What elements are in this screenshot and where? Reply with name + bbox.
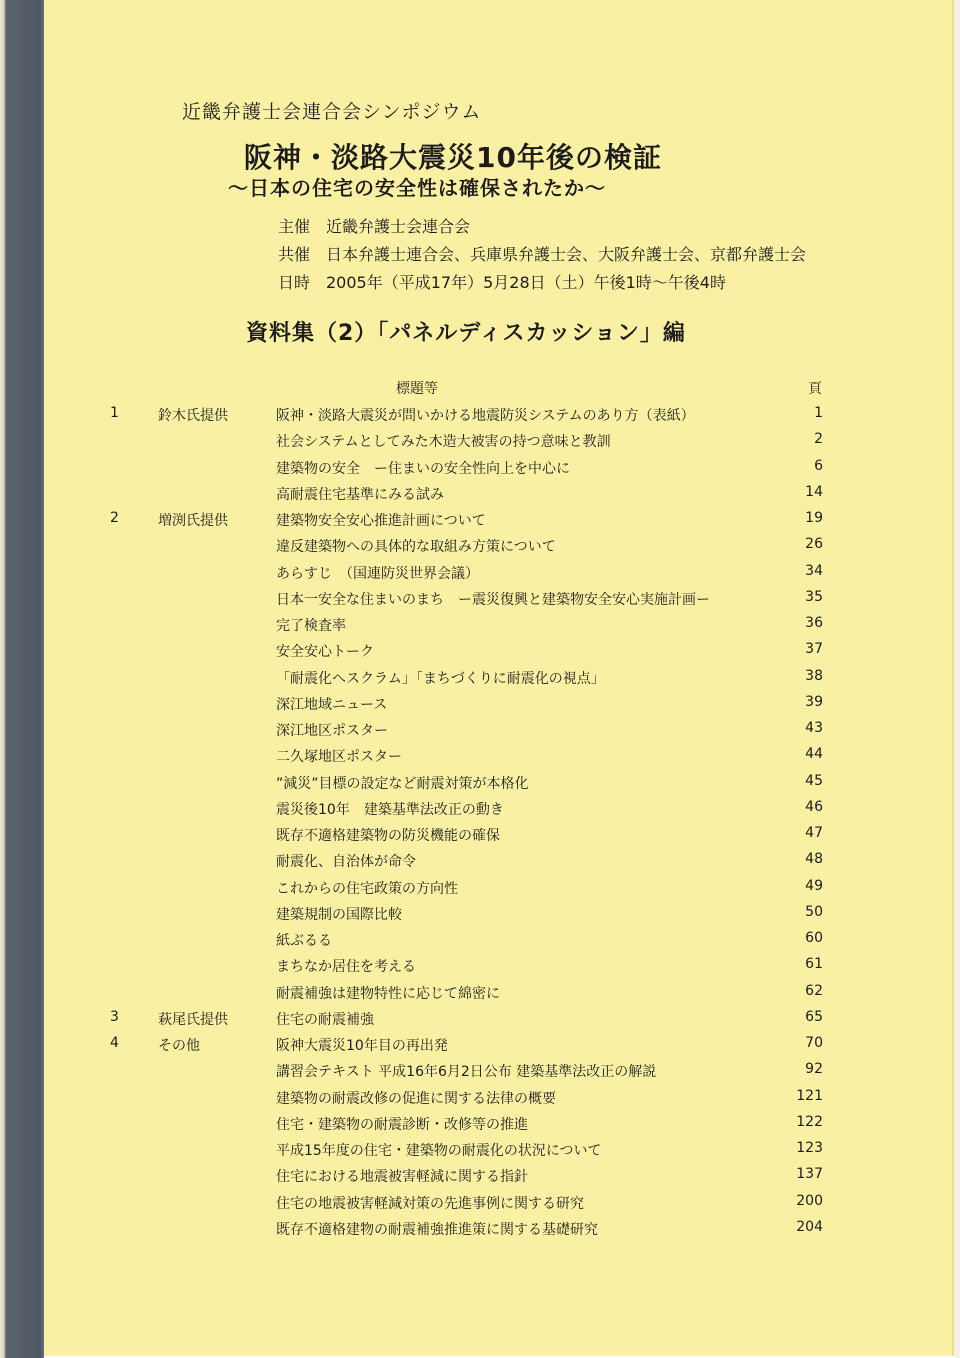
row-title: 二久塚地区ポスター [276, 749, 402, 766]
row-page: 121 [796, 1087, 823, 1104]
info-value: 近畿弁護士会連合会 [326, 217, 471, 236]
info-cosponsor [278, 242, 806, 265]
row-title: 耐震化、自治体が命令 [276, 854, 416, 871]
row-title: 耐震補強は建物特性に応じて綿密に [276, 985, 500, 1002]
info-value: 日本弁護士連合会、兵庫県弁護士会、大阪弁護士会、京都弁護士会 [326, 245, 807, 264]
table-row [0, 532, 960, 558]
row-title: あらすじ （国連防災世界会議） [276, 565, 479, 582]
row-page: 122 [796, 1113, 823, 1130]
row-page: 39 [805, 693, 823, 710]
row-title: 住宅における地震被害軽減に関する指針 [276, 1169, 528, 1186]
row-title: 完了検査率 [276, 618, 346, 634]
table-row [0, 1005, 960, 1031]
row-title: 社会システムとしてみた木造大被害の持つ意味と教訓 [276, 434, 611, 451]
row-provider: 増渕氏提供 [158, 513, 228, 529]
table-row [0, 874, 960, 900]
row-page: 34 [805, 562, 823, 579]
row-page: 62 [805, 982, 823, 999]
row-page: 200 [796, 1192, 823, 1209]
row-page: 26 [805, 536, 823, 553]
row-provider: 鈴木氏提供 [158, 408, 228, 424]
row-title: 既存不適格建築物の防災機能の確保 [276, 828, 500, 844]
symposium-heading: 近畿弁護士会連合会シンポジウム [182, 101, 482, 123]
row-title: 阪神・淡路大震災が問いかける地震防災システムのあり方（表紙） [276, 408, 695, 424]
row-page: 46 [805, 798, 823, 815]
row-page: 204 [796, 1218, 823, 1235]
row-title: 紙ぶるる [276, 933, 332, 949]
table-row [0, 454, 960, 480]
info-datetime [278, 270, 726, 293]
row-title: 建築物安全安心推進計画について [276, 513, 486, 529]
table-row [0, 847, 960, 873]
row-page: 37 [805, 641, 823, 658]
row-page: 43 [805, 720, 823, 736]
document-title: 阪神・淡路大震災10年後の検証 [244, 141, 662, 174]
row-title: 既存不適格建物の耐震補強推進策に関する基礎研究 [276, 1221, 598, 1238]
table-row [0, 795, 960, 821]
row-provider: その他 [158, 1038, 200, 1054]
table-row [0, 952, 960, 978]
row-page: 44 [805, 746, 823, 763]
row-number: 1 [110, 405, 119, 421]
row-page: 49 [805, 877, 823, 894]
info-label: 共催 [278, 245, 311, 264]
section-title: 資料集（2）「パネルディスカッション」編 [246, 321, 686, 346]
row-page: 123 [796, 1140, 823, 1156]
table-row [0, 1110, 960, 1136]
table-row [0, 1189, 960, 1215]
table-row [0, 1057, 960, 1083]
table-row [0, 559, 960, 585]
row-number: 3 [110, 1008, 119, 1025]
row-page: 137 [796, 1166, 823, 1183]
row-page: 38 [805, 667, 823, 684]
table-row [0, 1136, 960, 1162]
table-row [0, 1162, 960, 1188]
table-row [0, 979, 960, 1005]
column-header-page: 頁 [808, 381, 822, 397]
row-page: 2 [814, 431, 823, 448]
table-row [0, 1031, 960, 1057]
row-page: 92 [805, 1061, 823, 1078]
row-page: 6 [814, 457, 823, 474]
table-row [0, 690, 960, 716]
row-page: 70 [805, 1035, 823, 1051]
row-number: 2 [110, 510, 119, 526]
row-page: 47 [805, 825, 823, 841]
row-title: 高耐震住宅基準にみる試み [276, 486, 444, 503]
table-row [0, 427, 960, 453]
row-page: 65 [805, 1008, 823, 1025]
row-title: 安全安心トーク [276, 644, 374, 661]
table-row [0, 1084, 960, 1110]
row-title: これからの住宅政策の方向性 [276, 880, 458, 897]
info-value: 2005年（平成17年）5月28日（土）午後1時～午後4時 [326, 273, 726, 292]
table-row [0, 480, 960, 506]
column-header-title: 標題等 [396, 381, 438, 397]
table-row [0, 611, 960, 637]
row-title: ”減災”目標の設定など耐震対策が本格化 [276, 775, 529, 792]
row-title: 「耐震化へスクラム」「まちづくりに耐震化の視点」 [276, 670, 605, 687]
row-page: 1 [814, 405, 823, 421]
row-title: 住宅・建築物の耐震診断・改修等の推進 [276, 1116, 528, 1133]
row-title: 住宅の地震被害軽減対策の先進事例に関する研究 [276, 1195, 584, 1212]
row-title: 平成15年度の住宅・建築物の耐震化の状況について [276, 1143, 602, 1159]
row-page: 50 [805, 903, 823, 920]
table-row [0, 926, 960, 952]
info-organizer [278, 214, 470, 237]
row-provider: 萩尾氏提供 [158, 1011, 228, 1028]
row-page: 14 [805, 483, 823, 500]
row-page: 45 [805, 772, 823, 789]
row-title: 違反建築物への具体的な取組み方策について [276, 539, 556, 556]
row-title: 日本一安全な住まいのまち ー震災復興と建築物安全安心実施計画ー [276, 591, 710, 608]
row-page: 19 [805, 510, 823, 526]
table-row [0, 900, 960, 926]
row-page: 48 [805, 851, 823, 868]
row-page: 36 [805, 615, 823, 631]
table-row [0, 401, 960, 427]
row-title: 深江地域ニュース [276, 696, 388, 713]
row-title: 講習会テキスト 平成16年6月2日公布 建築基準法改正の解説 [276, 1064, 657, 1081]
row-title: 住宅の耐震補強 [276, 1011, 374, 1028]
row-page: 61 [805, 956, 823, 973]
info-label: 主催 [278, 217, 311, 236]
row-title: 建築物の安全 ー住まいの安全性向上を中心に [276, 460, 570, 477]
info-label: 日時 [278, 273, 311, 292]
row-title: 建築物の耐震改修の促進に関する法律の概要 [276, 1090, 556, 1107]
table-row [0, 716, 960, 742]
table-row [0, 742, 960, 768]
row-title: 建築規制の国際比較 [276, 906, 402, 923]
row-title: 深江地区ポスター [276, 723, 388, 739]
row-page: 60 [805, 930, 823, 946]
row-title: 震災後10年 建築基準法改正の動き [276, 801, 504, 818]
table-row [0, 664, 960, 690]
table-row [0, 637, 960, 663]
table-row [0, 769, 960, 795]
table-row [0, 506, 960, 532]
table-row [0, 821, 960, 847]
document-subtitle: ～日本の住宅の安全性は確保されたか～ [228, 176, 606, 200]
row-title: まちなか居住を考える [276, 959, 416, 976]
table-row [0, 585, 960, 611]
row-page: 35 [805, 588, 823, 605]
table-row [0, 1215, 960, 1241]
row-title: 阪神大震災10年目の再出発 [276, 1038, 448, 1054]
row-number: 4 [110, 1035, 119, 1051]
